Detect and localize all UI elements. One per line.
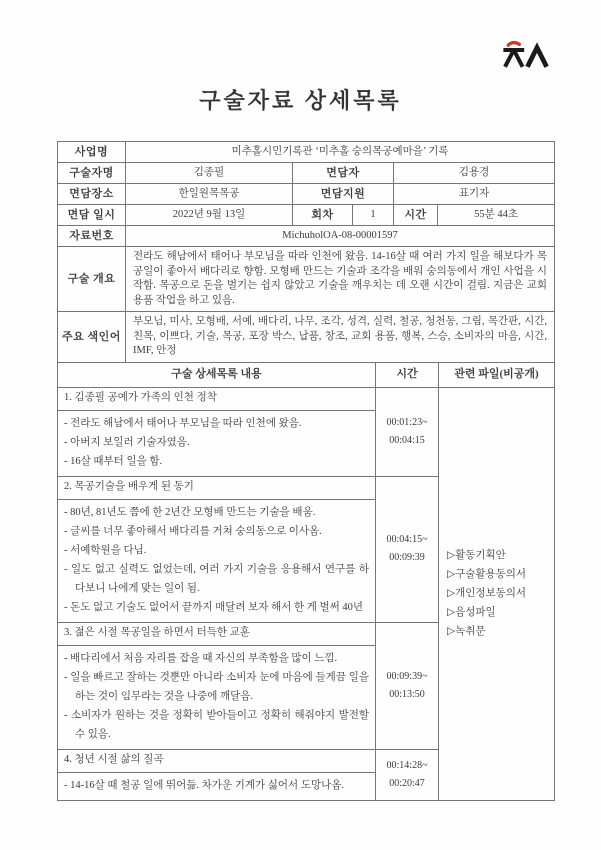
file-item: ▷활동기획안 [447, 550, 506, 561]
bullet-item: - 배다리에서 처음 자리를 잡을 때 자신의 부족함을 많이 느낌. [64, 652, 338, 664]
date-label: 면담 일시 [58, 205, 126, 226]
time-start: 00:14:28~ [386, 759, 428, 771]
session-label: 회차 [293, 205, 353, 226]
support-label: 면담지원 [293, 184, 394, 205]
section-2-bullets [58, 499, 376, 622]
duration-value: 55분 44초 [438, 205, 555, 226]
time-start: 00:04:15~ [386, 534, 428, 545]
keywords-label: 주요 색인어 [58, 312, 126, 363]
list-header-content: 구술 상세목록 내용 [58, 362, 376, 387]
table-row [58, 163, 555, 184]
section-2-time [376, 476, 439, 622]
file-item: ▷음성파일 [447, 607, 496, 618]
summary-label: 구술 개요 [58, 247, 126, 312]
date-value: 2022년 9월 13일 [126, 205, 293, 226]
table-row [58, 205, 555, 226]
table-row [58, 312, 555, 363]
section-4-title: 4. 청년 시절 삶의 질곡 [58, 749, 376, 772]
organization-logo-icon [501, 38, 549, 70]
table-row [58, 247, 555, 312]
bullet-item: - 80년, 81년도 쯤에 한 2년간 모형배 만드는 기술을 배움. [64, 506, 316, 518]
time-end: 00:09:39 [389, 552, 425, 563]
page-title: 구술자료 상세목록 [199, 88, 402, 113]
list-header-row [58, 362, 555, 387]
table-row [58, 184, 555, 205]
duration-label: 시간 [394, 205, 438, 226]
narrator-label: 구술자명 [58, 163, 126, 184]
bullet-item: - 일도 없고 실력도 없었는데, 여러 가지 기술을 응용해서 연구를 하다보니 나에게 맞는 일이 됨. [64, 563, 369, 594]
location-label: 면담장소 [58, 184, 126, 205]
summary-value: 전라도 해남에서 태어나 부모님을 따라 인천에 왔음. 14-16살 때 여러 가지 일을 해보다가 목공일이 좋아서 배다리로 향함. 모형배 만드는 기술과 조각을 배워 숭의동에서 개인 사업을 시작함. 목공으로 돈을 벌기는 쉽지 않았고 기술을 깨우치는 데 오랜 시간이 걸림. 지금은 교회 용품 작업을 하고 있음. [126, 247, 555, 312]
ref-number-value: MichuholOA-08-00001597 [126, 226, 555, 247]
time-start: 00:09:39~ [386, 670, 428, 682]
interview-info-table [57, 141, 555, 363]
interviewer-label: 면담자 [293, 163, 394, 184]
detail-list-table [57, 362, 555, 801]
bullet-item: - 아버지 보일러 기술자였음. [64, 436, 190, 448]
bullet-item: - 전라도 해남에서 태어나 부모님을 따라 인천에 왔음. [64, 417, 302, 429]
time-end: 00:13:50 [389, 688, 425, 700]
section-3-title: 3. 젊은 시절 목공일을 하면서 터득한 교훈 [58, 622, 376, 645]
ref-number-label: 자료번호 [58, 226, 126, 247]
tables-container [57, 141, 554, 801]
interviewer-value: 김용경 [394, 163, 555, 184]
project-name-label: 사업명 [58, 142, 126, 163]
bullet-item: - 글씨를 너무 좋아해서 배다리를 거쳐 숭의동으로 이사옴. [64, 525, 322, 537]
narrator-value: 김종필 [126, 163, 293, 184]
file-item: ▷녹취문 [447, 626, 486, 637]
file-item: ▷구술활용동의서 [447, 569, 527, 580]
section-1-bullets [58, 410, 376, 476]
section-3-time [376, 622, 439, 749]
table-row [58, 142, 555, 163]
section-3-bullets [58, 645, 376, 749]
time-end: 00:20:47 [389, 777, 425, 789]
project-name-value: 미추홀시민기록관 ‘미추홀 숭의목공예마을’ 기록 [126, 142, 555, 163]
location-value: 한일원목목공 [126, 184, 293, 205]
list-header-files: 관련 파일(비공개) [439, 362, 555, 387]
bullet-item: - 서예학원을 다님. [64, 544, 147, 556]
time-start: 00:01:23~ [386, 416, 428, 428]
table-row [58, 226, 555, 247]
section-2-title: 2. 목공기술을 배우게 된 동기 [58, 476, 376, 499]
section-4-time [376, 749, 439, 800]
section-4-bullets [58, 772, 376, 800]
list-header-time: 시간 [376, 362, 439, 387]
bullet-item: - 16살 때부터 일을 함. [64, 455, 163, 467]
session-value: 1 [353, 205, 394, 226]
section-1-time [376, 387, 439, 476]
keywords-value: 부모님, 미사, 모형배, 서예, 배다리, 나무, 조각, 성격, 실력, 철공, 청천동, 그림, 목간판, 시간, 친목, 이쁘다, 기술, 목공, 포장 박스, 납품, 창조, 교회 용품, 행복, 스승, 소비자의 마음, 시간, IMF, 안정 [126, 312, 555, 363]
section-1-title: 1. 김종필 공예가 가족의 인천 정착 [58, 387, 376, 410]
bullet-item: - 소비자가 원하는 것을 정확히 받아들이고 정확히 해줘야지 발전할 수 있음. [64, 709, 369, 740]
section-title-row [58, 387, 555, 410]
bullet-item: - 14-16살 때 철공 일에 뛰어듦. 차가운 기계가 싫어서 도망나옴. [64, 779, 345, 791]
bullet-item: - 일을 빠르고 잘하는 것뿐만 아니라 소비자 눈에 마음에 들게끔 일을 하는 것이 임무라는 것을 나중에 깨달음. [64, 671, 369, 702]
file-item: ▷개인정보동의서 [447, 588, 527, 599]
bullet-item: - 돈도 없고 기술도 없어서 끝까지 매달려 보자 해서 한 게 벌써 40년 [64, 601, 364, 613]
support-value: 표기자 [394, 184, 555, 205]
time-end: 00:04:15 [389, 434, 425, 446]
related-files-cell [439, 387, 555, 800]
